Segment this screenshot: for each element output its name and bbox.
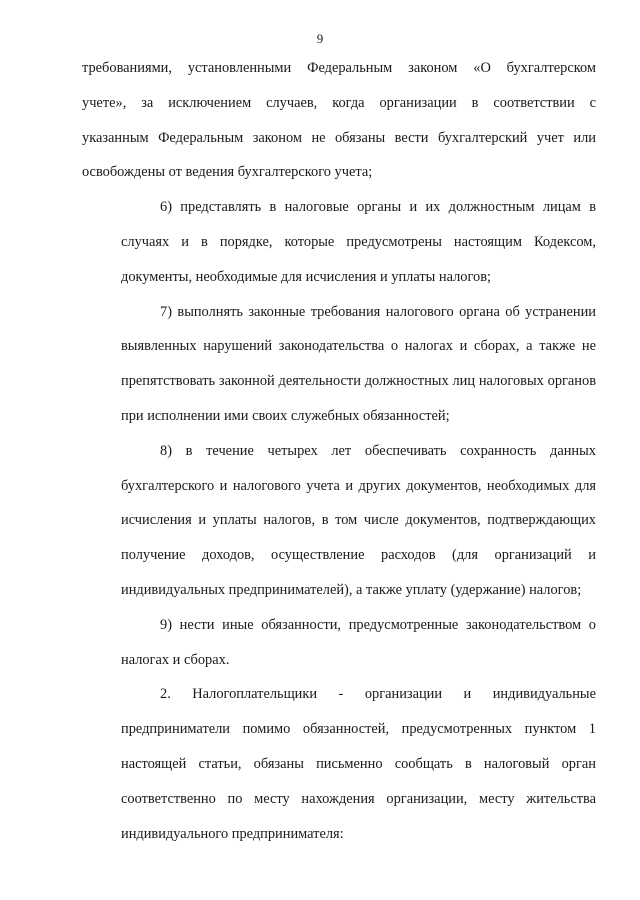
text-line: 9) нести иные обязанности, предусмотренные законодательством о — [160, 616, 596, 633]
text-line: индивидуального предпринимателя: — [121, 825, 344, 842]
paragraph-item-2 — [82, 677, 596, 851]
text-line: выявленных нарушений законодательства о налогах и сборах, а также не — [121, 338, 596, 355]
text-line: настоящей статьи, обязаны письменно сообщать в налоговый орган — [121, 755, 596, 772]
text-line: индивидуальных предпринимателей), а также уплату (удержание) налогов; — [121, 581, 582, 598]
text-line: предприниматели помимо обязанностей, предусмотренных пунктом 1 — [121, 721, 596, 738]
text-line: 6) представлять в налоговые органы и их должностным лицам в — [160, 199, 596, 216]
text-line: указанным Федеральным законом не обязаны вести бухгалтерский учет или — [82, 129, 596, 146]
paragraph-item-6 — [82, 190, 596, 294]
text-line: препятствовать законной деятельности должностных лиц налоговых органов — [121, 373, 596, 390]
paragraph-item-8 — [82, 434, 596, 608]
text-line: получение доходов, осуществление расходов (для организаций и — [121, 547, 596, 564]
text-line: освобождены от ведения бухгалтерского учета; — [82, 164, 373, 181]
text-line: 8) в течение четырех лет обеспечивать сохранность данных — [160, 442, 596, 459]
text-line: документы, необходимые для исчисления и уплаты налогов; — [121, 268, 492, 285]
text-line: исчисления и уплаты налогов, в том числе документов, подтверждающих — [121, 512, 596, 529]
text-line: при исполнении ими своих служебных обязанностей; — [121, 407, 450, 424]
text-line: бухгалтерского и налогового учета и других документов, необходимых для — [121, 477, 596, 494]
text-line: требованиями, установленными Федеральным законом «О бухгалтерском — [82, 60, 596, 76]
page-number: 9 — [316, 31, 324, 46]
text-line: 2. Налогоплательщики - организации и индивидуальные — [160, 686, 596, 703]
text-line: 7) выполнять законные требования налогового органа об устранении — [160, 303, 596, 320]
text-line: учете», за исключением случаев, когда организации в соответствии с — [82, 94, 596, 111]
text-line: соответственно по месту нахождения организации, месту жительства — [121, 790, 596, 807]
text-line: налогах и сборах. — [121, 651, 230, 668]
paragraph-item-9 — [82, 608, 596, 678]
text-line: случаях и в порядке, которые предусмотрены настоящим Кодексом, — [121, 233, 596, 250]
paragraph-item-7 — [82, 295, 596, 434]
document-body — [82, 51, 596, 851]
paragraph-continuation — [82, 51, 596, 190]
